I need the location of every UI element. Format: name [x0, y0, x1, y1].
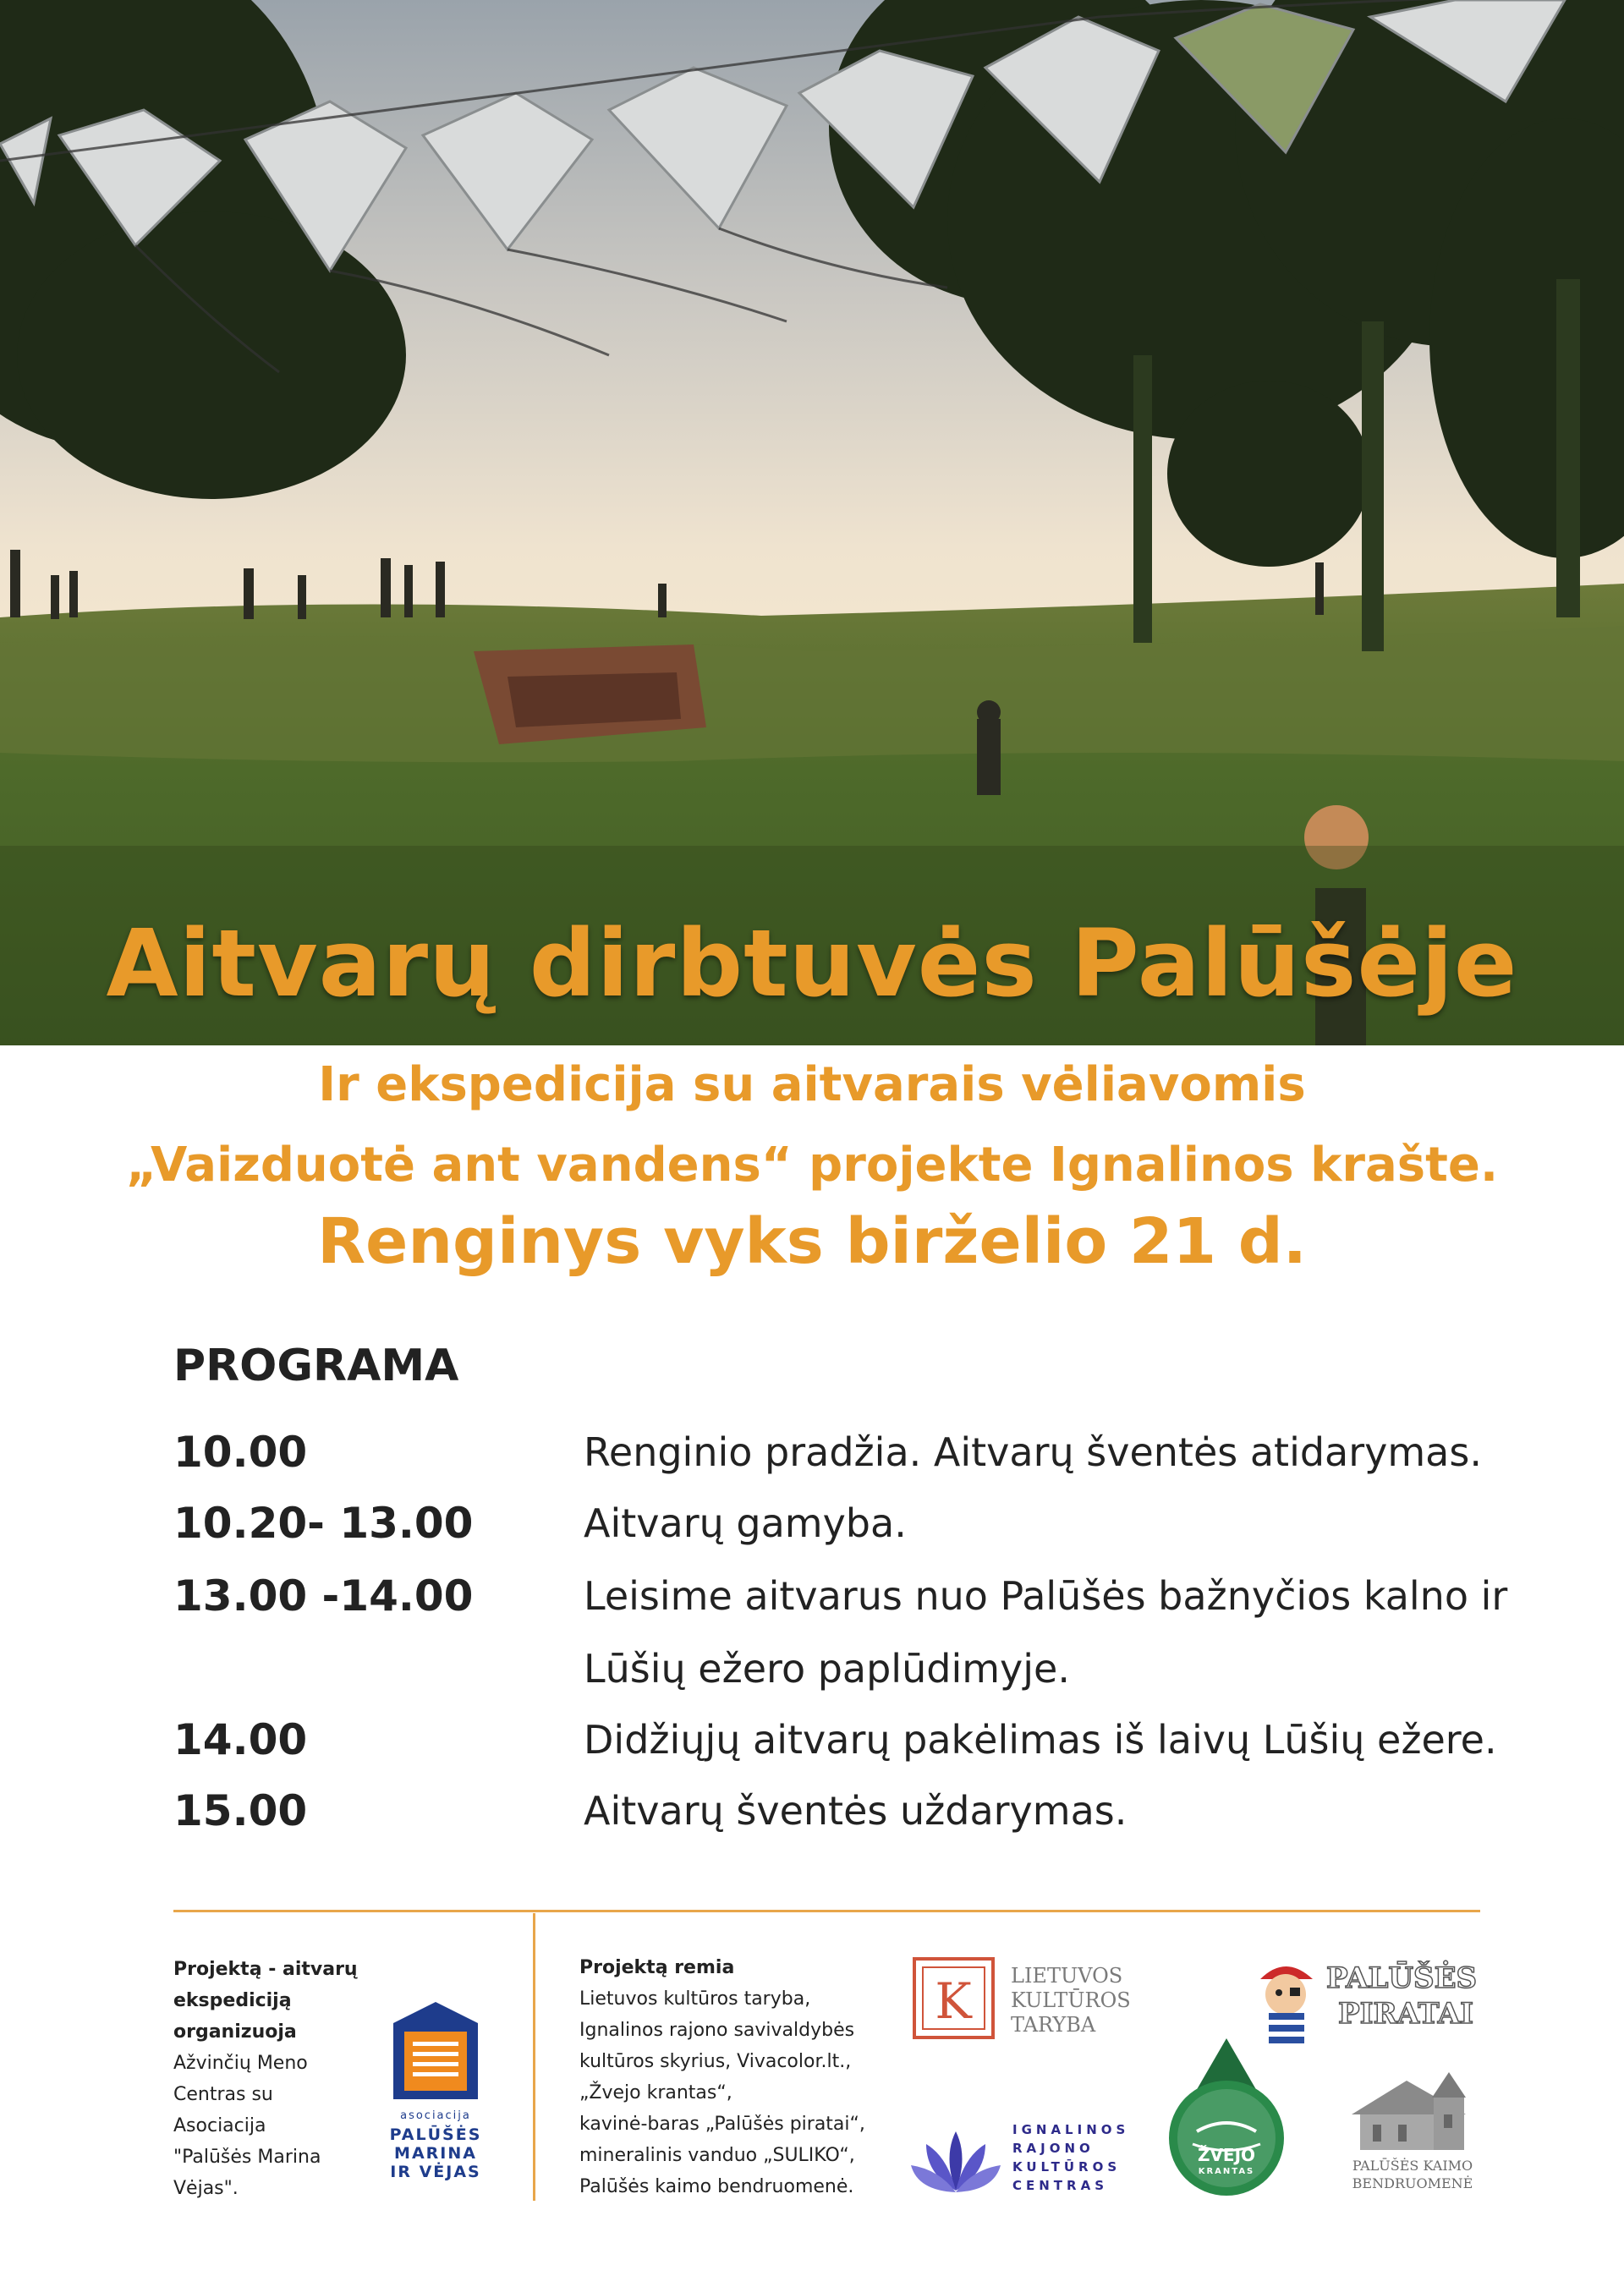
marina-logo-line: asociacija	[400, 2109, 471, 2122]
organizer-heading-line: Projektą - aitvarų	[173, 1959, 358, 1980]
supporters-heading: Projektą remia	[579, 1957, 735, 1978]
program-time: 14.00	[173, 1715, 308, 1764]
zvejo-logo-line: KRANTAS	[1198, 2167, 1255, 2176]
hero-scene	[0, 0, 1624, 1045]
program-time: 10.20- 13.00	[173, 1499, 474, 1548]
supporter-line: mineralinis vanduo „SULIKO“,	[579, 2145, 855, 2166]
subtitle-project: „Vaizduotė ant vandens“ projekte Ignalinos krašte.	[125, 1138, 1499, 1193]
organizer-line: "Palūšės Marina	[173, 2147, 321, 2168]
zvejo-krantas-logo	[1163, 2038, 1290, 2199]
organizer-line: Centras su	[173, 2084, 273, 2105]
marina-logo-line: PALŪŠĖS	[389, 2125, 482, 2144]
supporter-line: Ignalinos rajono savivaldybės	[579, 2020, 855, 2041]
lkt-logo-line: KULTŪROS	[1011, 1988, 1131, 2012]
irkc-logo-line: CENTRAS	[1012, 2178, 1109, 2193]
program-description	[584, 1416, 1497, 1489]
hero-photo	[0, 0, 1624, 1045]
subtitle-date: Renginys vyks birželio 21 d.	[317, 1205, 1307, 1278]
organizer-heading-line: ekspediciją	[173, 1990, 292, 2011]
bendruomene-logo-line: BENDRUOMENĖ	[1352, 2175, 1473, 2191]
organizer-credit	[173, 1954, 376, 2204]
event-title: Aitvarų dirbtuvės Palūšėje	[106, 909, 1518, 1017]
program-description	[584, 1560, 1508, 1705]
piratai-logo-line: PIRATAI	[1338, 1997, 1473, 2031]
subtitle-expedition: Ir ekspedicija su aitvarais vėliavomis	[318, 1057, 1306, 1112]
palusses-piratai-logo	[1243, 1954, 1480, 2047]
lkt-emblem-icon	[909, 1954, 998, 2043]
organizer-heading-line: organizuoja	[173, 2021, 297, 2043]
supporter-line: „Žvejo krantas“,	[579, 2082, 732, 2103]
lkt-logo-line: LIETUVOS	[1011, 1964, 1123, 1988]
irkc-logo-line: KULTŪROS	[1012, 2159, 1122, 2175]
organizer-line: Vėjas".	[173, 2178, 239, 2199]
piratai-logo-line: PALŪŠĖS	[1326, 1961, 1478, 1995]
supporter-line: kavinė-baras „Palūšės piratai“,	[579, 2114, 865, 2135]
lkt-letter: K	[935, 1972, 972, 2030]
marina-logo-line: IR VĖJAS	[390, 2163, 481, 2181]
program-time: 15.00	[173, 1786, 308, 1835]
program-description	[584, 1703, 1497, 1776]
lotus-icon	[909, 2123, 1002, 2199]
lkt-logo	[909, 1954, 1146, 2047]
program-description-line: Aitvarų šventės uždarymas.	[584, 1788, 1127, 1834]
program-heading: PROGRAMA	[173, 1341, 459, 1391]
program-description-line: Lūšių ežero paplūdimyje.	[584, 1646, 1070, 1692]
program-time: 13.00 -14.00	[173, 1571, 474, 1621]
irkc-logo-line: IGNALINOS	[1012, 2122, 1130, 2137]
program-description-line: Aitvarų gamyba.	[584, 1500, 907, 1546]
footer-divider	[173, 1910, 1480, 1912]
supporter-line: Palūšės kaimo bendruomenė.	[579, 2176, 854, 2197]
program-description	[584, 1774, 1497, 1847]
marina-logo-line: MARINA	[394, 2144, 477, 2163]
lkt-logo-line: TARYBA	[1011, 2013, 1096, 2037]
program-description-line: Didžiųjų aitvarų pakėlimas iš laivų Lūšių ežere.	[584, 1717, 1497, 1763]
organizer-line: Ažvinčių Meno	[173, 2053, 308, 2074]
palusses-marina-logo	[381, 1998, 491, 2201]
marina-emblem-icon	[381, 1998, 491, 2103]
zvejo-logo-line: ŽVEJO	[1197, 2145, 1256, 2165]
bendruomene-logo	[1332, 2064, 1493, 2199]
program-description-line: Leisime aitvarus nuo Palūšės bažnyčios kalno ir	[584, 1573, 1508, 1619]
irkc-logo	[909, 2119, 1130, 2203]
footer-vertical-divider	[533, 1913, 535, 2201]
pirate-mascot-icon	[1243, 1954, 1328, 2047]
supporter-line: kultūros skyrius, Vivacolor.lt.,	[579, 2051, 852, 2072]
irkc-logo-line: RAJONO	[1012, 2141, 1095, 2156]
program-description	[584, 1487, 1497, 1560]
bendruomene-logo-line: PALŪŠĖS KAIMO	[1352, 2158, 1473, 2174]
program-time: 10.00	[173, 1428, 308, 1477]
supporters-credit	[579, 1952, 901, 2202]
organizer-line: Asociacija	[173, 2115, 266, 2136]
church-icon	[1339, 2064, 1483, 2153]
supporter-line: Lietuvos kultūros taryba,	[579, 1988, 811, 2010]
program-description-line: Renginio pradžia. Aitvarų šventės atidarymas.	[584, 1429, 1482, 1475]
